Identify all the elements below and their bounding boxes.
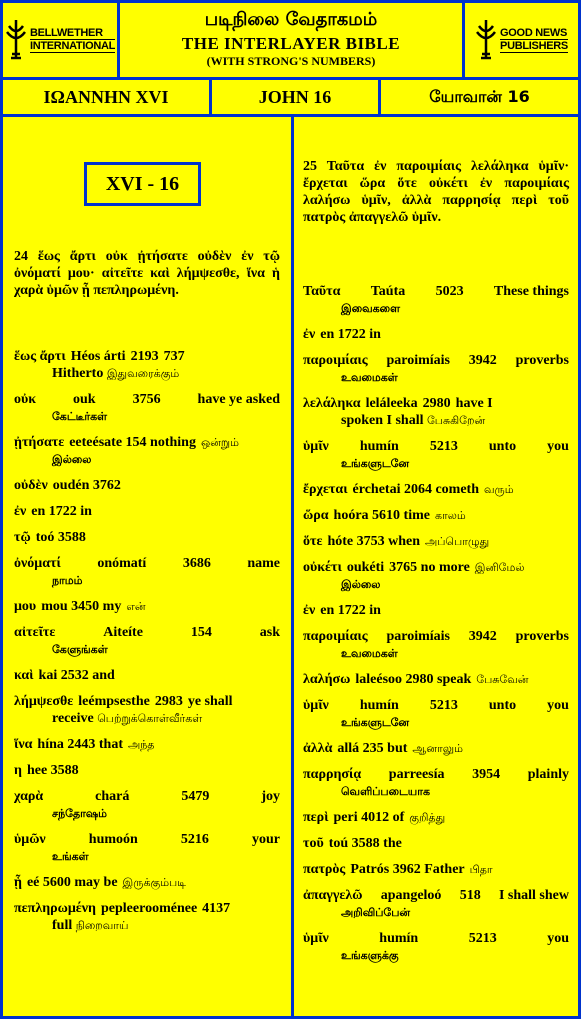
entry-token: humín [379,931,419,946]
greek-word: ὅτε [303,534,323,549]
greek-word: ἀπαγγελῶ [303,888,363,903]
right-entries [303,283,569,973]
entry-token: oukéti [346,560,385,575]
interlinear-entry [14,434,280,468]
entry-token: 5023 [435,284,464,299]
tamil-gloss: ஒன்றும் [200,436,239,449]
tamil-gloss: ஆனாலும் [412,742,463,755]
entry-token: leláleeka [365,396,418,411]
interlinear-entry [303,835,569,852]
greek-word: ἐν [14,504,27,519]
interlinear-entry [14,348,280,382]
interlinear-entry [14,529,280,546]
tamil-gloss: பிதா [469,863,493,876]
title-tamil: படிநிலை வேதாகமம் [204,9,378,30]
entry-token: hee 3588 [26,763,79,778]
entry-token: toó 3588 [35,530,86,545]
interlinear-entry [303,481,569,498]
greek-word: πεπληρωμένη [14,901,96,916]
entry-token: proverbs [515,353,569,368]
entry-token: kai 2532 and [38,668,115,683]
greek-word: καὶ [14,668,34,683]
book-tamil: யோவான் 16 [378,77,581,117]
interlinear-entry [14,693,280,727]
entry-token: you [547,931,569,946]
tamil-gloss: உவமைகள் [341,371,398,384]
entry-token: peri 4012 of [333,810,405,825]
greek-word: ὑμῖν [303,931,329,946]
entry-token: 5213 [429,698,458,713]
entry-token: hína 2443 that [37,737,123,752]
interlinear-entry [303,283,569,317]
tamil-gloss: உவமைகள் [341,647,398,660]
left-entries [14,348,280,943]
interlinear-entry [303,930,569,964]
interlinear-entry [303,671,569,688]
entry-token: 5213 [468,931,497,946]
left-verse-text: 24 ἕως ἄρτι οὐκ ᾐτήσατε οὐδὲν ἐν τῷ ὀνόματί μου· αἰτεῖτε καὶ λήμψεσθε, ἵνα ἡ χαρὰ ὑμῶν ᾖ πεπληρωμένη. [14,249,280,298]
interlinear-entry [14,736,280,753]
tamil-gloss: நிறைவாய் [75,919,129,932]
entry-token: ye shall [187,694,233,709]
tamil-gloss: கேட்டீர்கள் [52,410,108,423]
entry-token: humoón [88,832,138,847]
greek-word: αἰτεῖτε [14,625,56,640]
english-gloss: spoken I shall [341,413,427,428]
tamil-gloss: இனிமேல் [474,561,525,574]
entry-token: Aiteíte [103,625,143,640]
entry-token: chará [95,789,130,804]
interlinear-entry [303,602,569,619]
entry-token: 5216 [180,832,209,847]
greek-word: οὐδὲν [14,478,48,493]
tamil-gloss: இதுவரைக்கும் [106,367,180,380]
entry-token: plainly [527,767,569,782]
english-gloss: receive [52,711,98,726]
greek-word: ἕως ἄρτι [14,349,66,364]
tamil-gloss: வெளிப்படையாக [341,785,430,798]
interlinear-entry [14,831,280,865]
tamil-gloss: உங்களுடனே [341,457,410,470]
entry-token: toú 3588 the [328,836,402,851]
entry-token: 3756 [132,392,161,407]
tamil-gloss: அறிவிப்பேன் [341,906,411,919]
entry-token: humín [359,439,399,454]
entry-token: name [247,556,280,571]
entry-token: hoóra 5610 time [333,508,430,523]
tamil-gloss: காலம் [434,509,466,522]
greek-word: λελάληκα [303,396,361,411]
greek-word: παρρησίᾳ [303,767,362,782]
entry-token: érchetai 2064 cometh [352,482,480,497]
title-english: THE INTERLAYER BIBLE [181,34,401,53]
tamil-gloss: சந்தோஷம் [52,807,108,820]
entry-token: 5479 [181,789,210,804]
tamil-gloss: இல்லை [52,453,92,466]
english-gloss: Hitherto [52,366,107,381]
entry-token: en 1722 in [320,327,381,342]
tamil-gloss: என் [126,600,146,613]
tamil-gloss: நாமம் [52,574,83,587]
greek-word: οὐκέτι [303,560,342,575]
greek-word: ᾖ [14,875,22,890]
entry-token: 4137 [202,901,231,916]
entry-token: 154 [190,625,212,640]
entry-token: allá 235 but [337,741,408,756]
good-news-logo [462,0,581,80]
entry-token: you [547,439,569,454]
tamil-gloss: பெற்றுக்கொள்வீர்கள் [97,712,203,725]
entry-token: pepleerooménee [101,901,198,916]
entry-token: en 1722 in [31,504,92,519]
entry-token: mou 3450 my [41,599,122,614]
tamil-gloss: வரும் [484,483,514,496]
entry-token: unto [488,698,517,713]
tamil-gloss: கேளுங்கள் [52,643,108,656]
interlinear-entry [303,861,569,878]
interlinear-entry [303,559,569,593]
interlinear-entry [303,352,569,386]
entry-token: 3954 [472,767,501,782]
entry-token: These things [493,284,569,299]
greek-word: λήμψεσθε [14,694,74,709]
entry-token: 3686 [182,556,211,571]
english-gloss: full [52,918,76,933]
entry-token: joy [261,789,280,804]
interlinear-entry [14,667,280,684]
chapter-box: XVI - 16 [84,162,201,206]
interlinear-entry [303,697,569,731]
entry-token: proverbs [515,629,569,644]
interlinear-entry [303,766,569,800]
entry-token: ouk [73,392,96,407]
interlinear-entry [303,887,569,921]
tamil-gloss: இல்லை [341,578,381,591]
entry-token: 3942 [468,629,497,644]
greek-word: ἐν [303,603,316,618]
good-news-logo-text: GOOD NEWS PUBLISHERS [500,27,568,52]
greek-word: ἐν [303,327,316,342]
interlinear-entry [14,555,280,589]
greek-word: ὀνόματί [14,556,61,571]
interlinear-entry [14,598,280,615]
entry-token: oudén 3762 [52,478,121,493]
tamil-gloss: இருக்கும்படி [122,876,186,889]
greek-word: χαρὰ [14,789,44,804]
greek-word: η [14,763,22,778]
greek-word: ὥρα [303,508,329,523]
entry-token: parreesía [388,767,445,782]
entry-token: hóte 3753 when [327,534,420,549]
entry-token: 518 [459,888,481,903]
interlinear-entry [303,438,569,472]
entry-token: paroimíais [386,629,450,644]
greek-word: ὑμῖν [303,439,329,454]
interlinear-entry [14,477,280,494]
greek-word: τοῦ [303,836,324,851]
entry-token: unto [488,439,517,454]
interlinear-entry [14,391,280,425]
tamil-gloss: உங்கள் [52,850,89,863]
book-greek: ΙΩΑΝΝΗΝ XVI [0,77,212,117]
greek-word: πατρὸς [303,862,346,877]
entry-token: Taúta [370,284,406,299]
entry-token: apangeloó [380,888,442,903]
entry-token: humín [359,698,399,713]
greek-word: παροιμίαις [303,629,368,644]
book-english: JOHN 16 [209,77,381,117]
greek-word: ἀλλὰ [303,741,333,756]
greek-word: τῷ [14,530,31,545]
entry-token: you [547,698,569,713]
greek-word: οὐκ [14,392,37,407]
bellwether-logo-text: BELLWETHER INTERNATIONAL [29,27,116,52]
entry-token: 737 [163,349,185,364]
tamil-gloss: பேசுவேன் [476,673,529,686]
greek-word: ᾐτήσατε [14,435,65,450]
interlinear-entry [14,762,280,779]
tamil-gloss: உங்களுக்கு [341,949,399,962]
entry-token: 2980 [422,396,451,411]
interlinear-entry [14,900,280,934]
greek-word: Ταῦτα [303,284,341,299]
lamp-stand-icon [5,18,27,62]
entry-token: onómatí [97,556,147,571]
greek-word: περὶ [303,810,329,825]
tamil-gloss: குறித்து [409,811,446,824]
entry-token: eé 5600 may be [26,875,118,890]
entry-token: have ye asked [197,392,280,407]
entry-token: 3942 [468,353,497,368]
entry-token: laleésoo 2980 speak [355,672,472,687]
greek-word: ὑμῶν [14,832,46,847]
entry-token: 5213 [429,439,458,454]
interlinear-entry [303,533,569,550]
entry-token: leémpsesthe [78,694,150,709]
entry-token: I shall shew [498,888,569,903]
entry-token: 2193 [130,349,159,364]
entry-token: en 1722 in [320,603,381,618]
subtitle: (WITH STRONG'S NUMBERS) [206,54,376,68]
title-block [117,0,465,80]
entry-token: 3765 no more [389,560,470,575]
entry-token: Patrós 3962 Father [350,862,465,877]
tamil-gloss: உங்களுடனே [341,716,410,729]
tamil-gloss: அப்பொழுது [425,535,490,548]
interlinear-entry [303,326,569,343]
greek-word: ἔρχεται [303,482,348,497]
entry-token: Héos árti [70,349,126,364]
interlinear-entry [303,740,569,757]
bellwether-logo [0,0,120,80]
interlinear-entry [303,809,569,826]
interlinear-entry [303,628,569,662]
lamp-stand-icon [475,18,497,62]
interlinear-entry [14,874,280,891]
interlinear-entry [14,624,280,658]
entry-token: ask [259,625,280,640]
interlinear-entry [303,395,569,429]
greek-word: παροιμίαις [303,353,368,368]
greek-word: λαλήσω [303,672,351,687]
greek-word: μου [14,599,37,614]
greek-word: ἵνα [14,737,33,752]
interlinear-entry [303,507,569,524]
entry-token: your [251,832,280,847]
interlinear-entry [14,788,280,822]
entry-token: eeteésate 154 nothing [69,435,196,450]
entry-token: 2983 [154,694,183,709]
interlinear-entry [14,503,280,520]
entry-token: paroimíais [386,353,450,368]
tamil-gloss: இவைகளை [341,302,401,315]
entry-token: have I [455,396,493,411]
tamil-gloss: அந்த [128,738,155,751]
greek-word: ὑμῖν [303,698,329,713]
right-verse-text: 25 Ταῦτα ἐν παροιμίαις λελάληκα ὑμῖν· ἔρχεται ὥρα ὅτε οὐκέτι ἐν παροιμίαις λαλήσω ὑμῖν, ἀλλὰ παρρησίᾳ περὶ τοῦ πατρὸς ἀπαγγελῶ ὑμῖν. [303,159,569,225]
tamil-gloss: பேசுகிறேன் [426,414,486,427]
